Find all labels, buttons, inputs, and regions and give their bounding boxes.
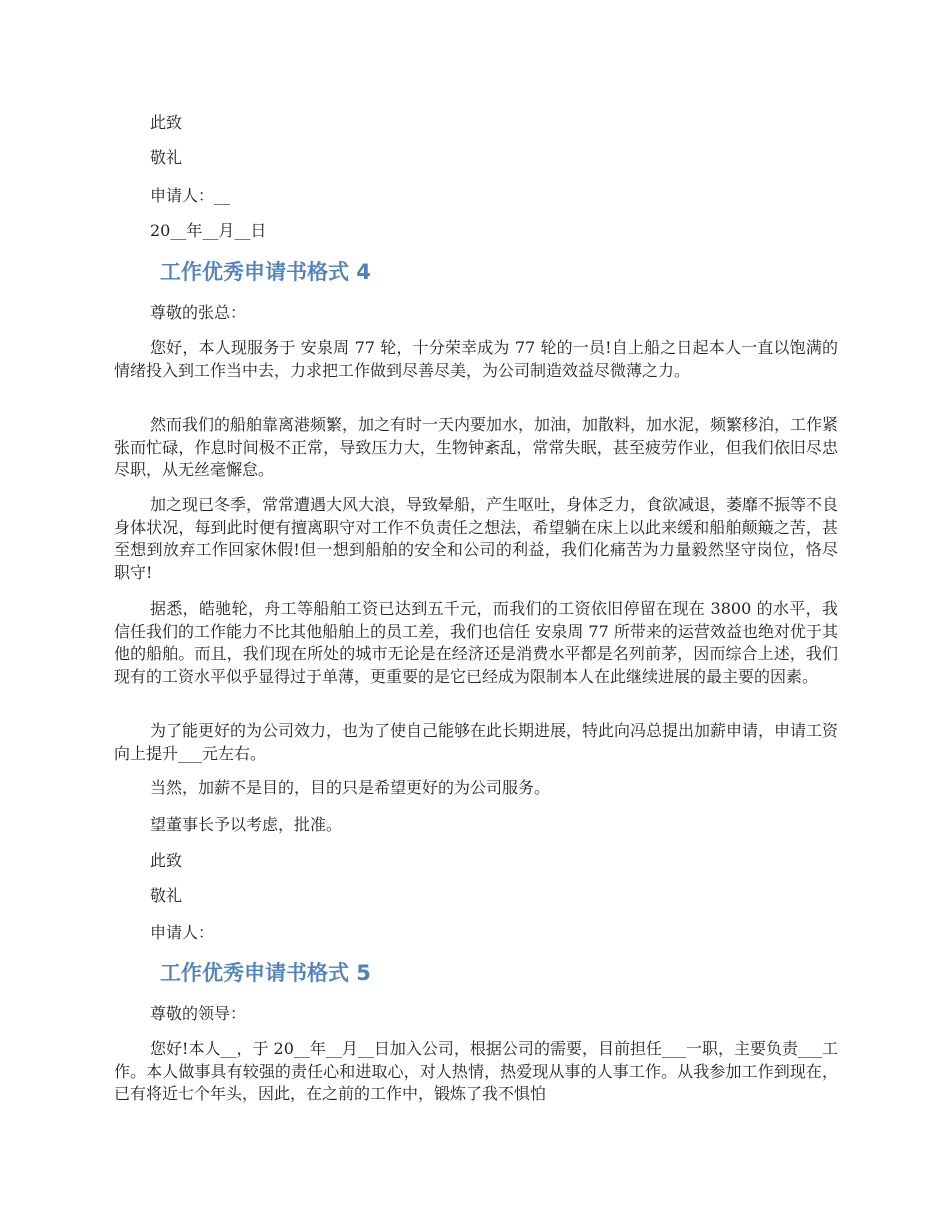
salutation: 尊敬的领导： [150,1004,247,1023]
regards-line: 敬礼 [150,148,183,167]
paragraph: 据悉，皓驰轮，舟工等船舶工资已达到五千元，而我们的工资依旧停留在现在 3800 的水平，我信任我们的工作能力不比其他船舶上的员工差，我们也信任 安泉周 77 所带来的运营效益也绝对优于其他的船舶。而且，我们现在所处的城市无论是在经济还是消费水平都是名列前茅，因而综合上述，我们现有的工资水平似乎显得过于单薄，更重要的是它已经成为限制本人在此继续进展的最主要的因素。 [114,599,838,686]
date-line: 20__年__月__日 [150,221,267,240]
paragraph: 您好，本人现服务于 安泉周 77 轮，十分荣幸成为 77 轮的一员!自上船之日起本人一直以饱满的情绪投入到工作当中去，力求把工作做到尽善尽美，为公司制造效益尽微薄之力。 [114,338,838,380]
paragraph: 加之现已冬季，常常遭遇大风大浪，导致晕船，产生呕吐，身体乏力，食欲减退，萎靡不振等不良身体状况，每到此时便有擅离职守对工作不负责任之想法，希望躺在床上以此来缓和船舶颠簸之苦，甚至想到放弃工作回家休假!但一想到船舶的安全和公司的利益，我们化痛苦为力量毅然坚守岗位，恪尽职守! [114,495,839,582]
applicant-line: 申请人：__ [150,186,231,205]
paragraph: 当然，加薪不是目的，目的只是希望更好的为公司服务。 [150,778,551,797]
paragraph: 为了能更好的为公司效力，也为了使自己能够在此长期进展，特此向冯总提出加薪申请，申请工资向上提升___元左右。 [114,721,839,763]
section-heading-5: 工作优秀申请书格式 5 [160,961,371,985]
applicant-line: 申请人： [150,923,215,942]
closing-line: 此致 [150,851,183,870]
closing-line: 此致 [150,113,183,132]
paragraph: 望董事长予以考虑，批准。 [150,815,343,834]
paragraph: 您好!本人__，于 20__年__月__日加入公司，根据公司的需要，目前担任___一职，主要负责___工作。本人做事具有较强的责任心和进取心，对人热情，热爱现从事的人事工作。从我参加工作到现在，已有将近七个年头，因此，在之前的工作中，锻炼了我不惧怕 [114,1039,838,1103]
salutation: 尊敬的张总： [150,303,247,322]
regards-line: 敬礼 [150,886,183,905]
section-heading-4: 工作优秀申请书格式 4 [160,260,371,284]
paragraph: 然而我们的船舶靠离港频繁，加之有时一天内要加水，加油，加散料，加水泥，频繁移泊，工作紧张而忙碌，作息时间极不正常，导致压力大，生物钟紊乱，常常失眠，甚至疲劳作业，但我们依旧尽忠尽职，从无丝毫懈怠。 [114,415,839,479]
